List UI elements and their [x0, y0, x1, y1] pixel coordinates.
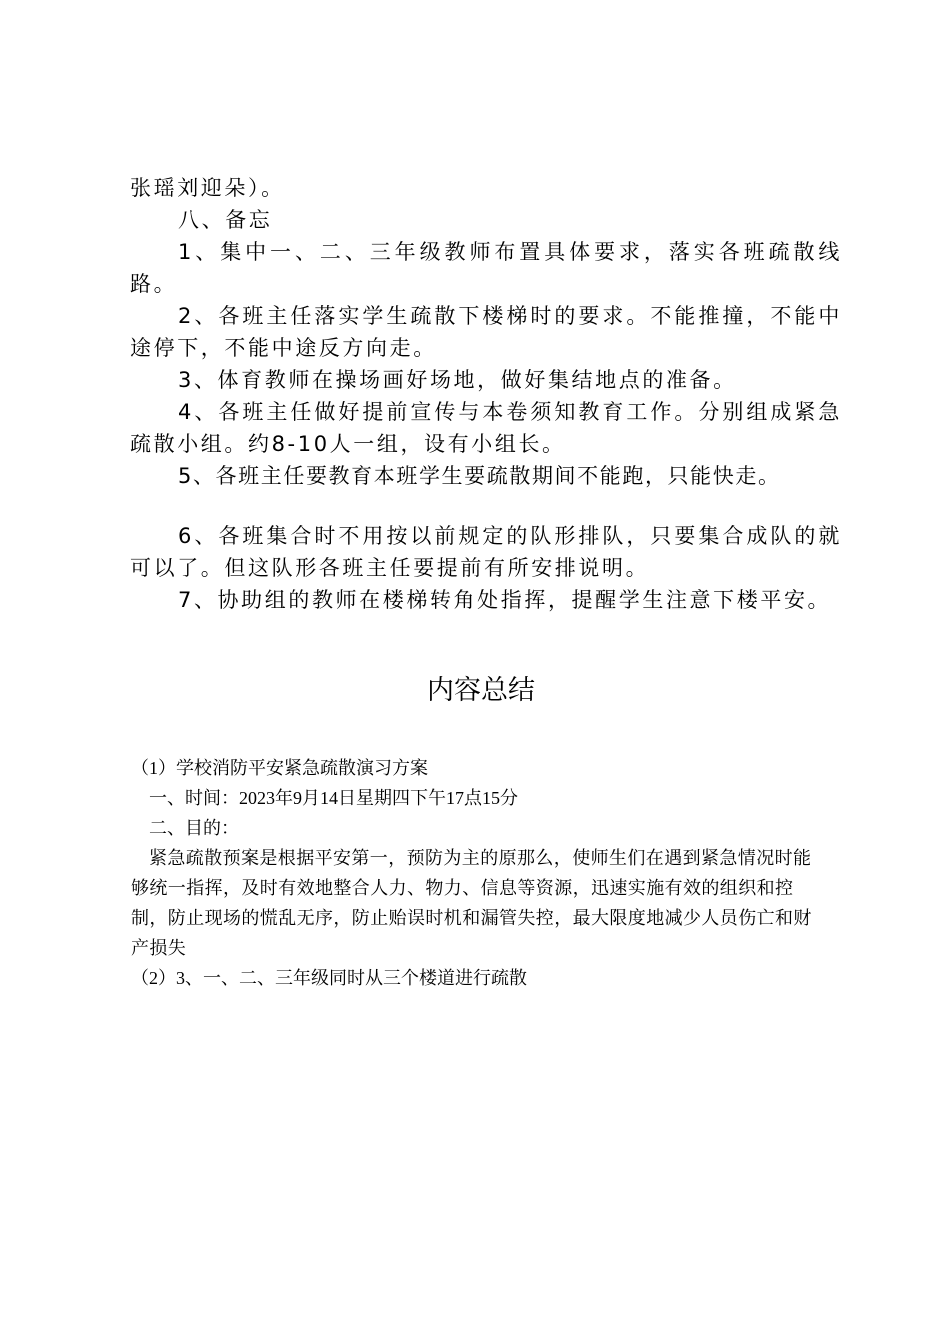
memo-item-7: 7、协助组的教师在楼梯转角处指挥，提醒学生注意下楼平安。: [178, 588, 832, 612]
memo-item-6: 6、各班集合时不用按以前规定的队形排队，只要集合成队的就可以了。但这队形各班主任要提前有所安排说明。: [130, 524, 842, 580]
continuation-text: 张瑶刘迎朵）。: [130, 176, 285, 200]
summary-title: 内容总结: [427, 675, 535, 705]
summary-section: [131, 753, 821, 993]
summary-line-2: 一、时间：2023年9月14日星期四下午17点15分: [149, 788, 518, 808]
summary-line-3: 二、目的：: [149, 818, 239, 838]
summary-line-5: （2）3、一、二、三年级同时从三个楼道进行疏散: [131, 968, 527, 988]
memo-item-3: 3、体育教师在操场画好场地，做好集结地点的准备。: [178, 368, 737, 392]
memo-section: [130, 172, 842, 616]
memo-item-1: 1、集中一、二、三年级教师布置具体要求，落实各班疏散线路。: [130, 240, 842, 296]
summary-line-1: （1）学校消防平安紧急疏散演习方案: [131, 758, 428, 778]
memo-item-4: 4、各班主任做好提前宣传与本卷须知教育工作。分别组成紧急疏散小组。约8-10人一组，设有小组长。: [130, 400, 842, 456]
summary-paragraph: 紧急疏散预案是根据平安第一，预防为主的原那么，使师生们在遇到紧急情况时能够统一指挥，及时有效地整合人力、物力、信息等资源，迅速实施有效的组织和控制，防止现场的慌乱无序，防止贻误时机和漏管失控，最大限度地减少人员伤亡和财产损失: [131, 848, 812, 958]
memo-item-5: 5、各班主任要教育本班学生要疏散期间不能跑，只能快走。: [178, 464, 781, 488]
memo-item-2: 2、各班主任落实学生疏散下楼梯时的要求。不能推撞，不能中途停下，不能中途反方向走。: [130, 304, 842, 360]
memo-heading: 八、备忘: [178, 208, 273, 232]
